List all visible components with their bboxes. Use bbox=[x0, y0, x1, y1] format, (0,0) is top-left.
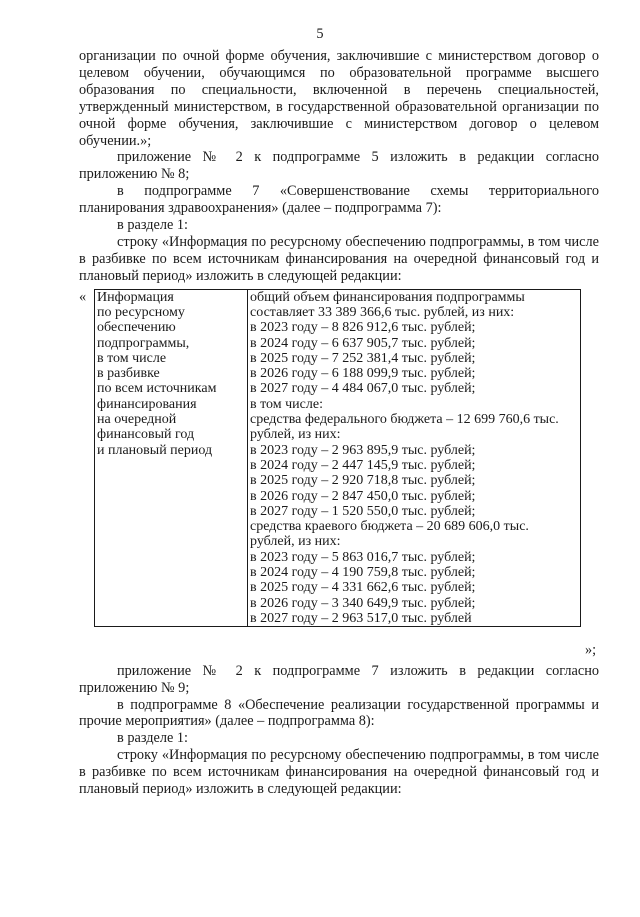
table-value-line: в 2023 году – 8 826 912,6 тыс. рублей; bbox=[250, 320, 476, 336]
table-value-line: рублей, из них: bbox=[250, 534, 341, 550]
table-value-line: в 2025 году – 2 920 718,8 тыс. рублей; bbox=[250, 473, 476, 489]
page-number: 5 bbox=[316, 26, 324, 42]
table-value-line: средства федерального бюджета – 12 699 760,6 тыс. bbox=[250, 412, 559, 428]
table-value-line: в 2024 году – 6 637 905,7 тыс. рублей; bbox=[250, 335, 476, 351]
resource-info-table bbox=[94, 289, 581, 628]
paragraph-appendix-9: приложение № 2 к подпрограмме 7 изложить в редакции согласно приложению № 9; bbox=[79, 662, 599, 696]
paragraph-appendix-8: приложение № 2 к подпрограмме 5 изложить в редакции согласно приложению № 8; bbox=[79, 149, 599, 183]
table-value-line: средства краевого бюджета – 20 689 606,0 тыс. bbox=[250, 519, 529, 535]
table-label-line: по ресурсному bbox=[97, 304, 185, 320]
table-row bbox=[95, 289, 581, 627]
table-label-line: на очередной bbox=[97, 412, 177, 428]
document-body bbox=[79, 48, 599, 798]
table-cell-values bbox=[248, 289, 581, 627]
table-value-line: в 2027 году – 4 484 067,0 тыс. рублей; bbox=[250, 381, 476, 397]
paragraph-subprogram-8: в подпрограмме 8 «Обеспечение реализации государственной программы и прочие мероприятия» (далее – подпрограмма 8): bbox=[79, 696, 599, 730]
table-label-line: подпрограммы, bbox=[97, 335, 190, 351]
opening-quote: « bbox=[79, 288, 87, 305]
table-value-line: в 2023 году – 5 863 016,7 тыс. рублей; bbox=[250, 549, 476, 565]
table-value-line: в 2023 году – 2 963 895,9 тыс. рублей; bbox=[250, 442, 476, 458]
table-label-line: по всем источникам bbox=[97, 381, 217, 397]
table-value-line: общий объем финансирования подпрограммы bbox=[250, 289, 525, 305]
table-value-line: в 2026 году – 3 340 649,9 тыс. рублей; bbox=[250, 595, 476, 611]
table-value-line: в 2024 году – 2 447 145,9 тыс. рублей; bbox=[250, 457, 476, 473]
table-value-line: составляет 33 389 366,6 тыс. рублей, из них: bbox=[250, 304, 515, 320]
table-value-line: в 2027 году – 2 963 517,0 тыс. рублей bbox=[250, 610, 472, 626]
paragraph-section-1: в разделе 1: bbox=[117, 217, 189, 234]
table-value-line: рублей, из них: bbox=[250, 427, 341, 443]
quoted-table-block bbox=[79, 289, 599, 663]
table-value-line: в 2025 году – 7 252 381,4 тыс. рублей; bbox=[250, 350, 476, 366]
table-label-line: обеспечению bbox=[97, 320, 176, 336]
table-cell-label bbox=[95, 289, 248, 627]
table-label-line: в разбивке bbox=[97, 366, 160, 382]
table-value-line: в 2025 году – 4 331 662,6 тыс. рублей; bbox=[250, 580, 476, 596]
paragraph-row-instruction-b: строку «Информация по ресурсному обеспечению подпрограммы, в том числе в разбивке по всем источникам финансирования на очередной финансовый год и плановый период» изложить в следующей редакции: bbox=[79, 747, 599, 798]
closing-quote: »; bbox=[585, 641, 597, 658]
table-value-line: в 2026 году – 2 847 450,0 тыс. рублей; bbox=[250, 488, 476, 504]
table-value-line: в 2024 году – 4 190 759,8 тыс. рублей; bbox=[250, 565, 476, 581]
table-label-line: и плановый период bbox=[97, 442, 213, 458]
paragraph-subprogram-7: в подпрограмме 7 «Совершенствование схемы территориального планирования здравоохранения» (далее – подпрограмма 7): bbox=[79, 183, 599, 217]
table-value-line: в 2026 году – 6 188 099,9 тыс. рублей; bbox=[250, 366, 476, 382]
table-label-line: Информация bbox=[97, 289, 174, 305]
paragraph-row-instruction: строку «Информация по ресурсному обеспечению подпрограммы, в том числе в разбивке по всем источникам финансирования на очередной финансовый год и плановый период» изложить в следующей редакции: bbox=[79, 233, 599, 284]
table-label-line: в том числе bbox=[97, 350, 167, 366]
table-label-line: финансирования bbox=[97, 396, 197, 412]
table-value-line: в том числе: bbox=[250, 396, 323, 412]
paragraph-section-1-b: в разделе 1: bbox=[117, 730, 189, 747]
table-value-line: в 2027 году – 1 520 550,0 тыс. рублей; bbox=[250, 503, 476, 519]
paragraph-continuation: организации по очной форме обучения, заключившие с министерством договор о целевом обучении, обучающимся по образовательной программе высшего образования по специальности, включенной в перечень специальностей, утвержденный министерством, в государственной образовательной организации по очной форме обучения, заключившие с министерством договор о целевом обучении.»; bbox=[79, 48, 599, 149]
table-label-line: финансовый год bbox=[97, 427, 195, 443]
